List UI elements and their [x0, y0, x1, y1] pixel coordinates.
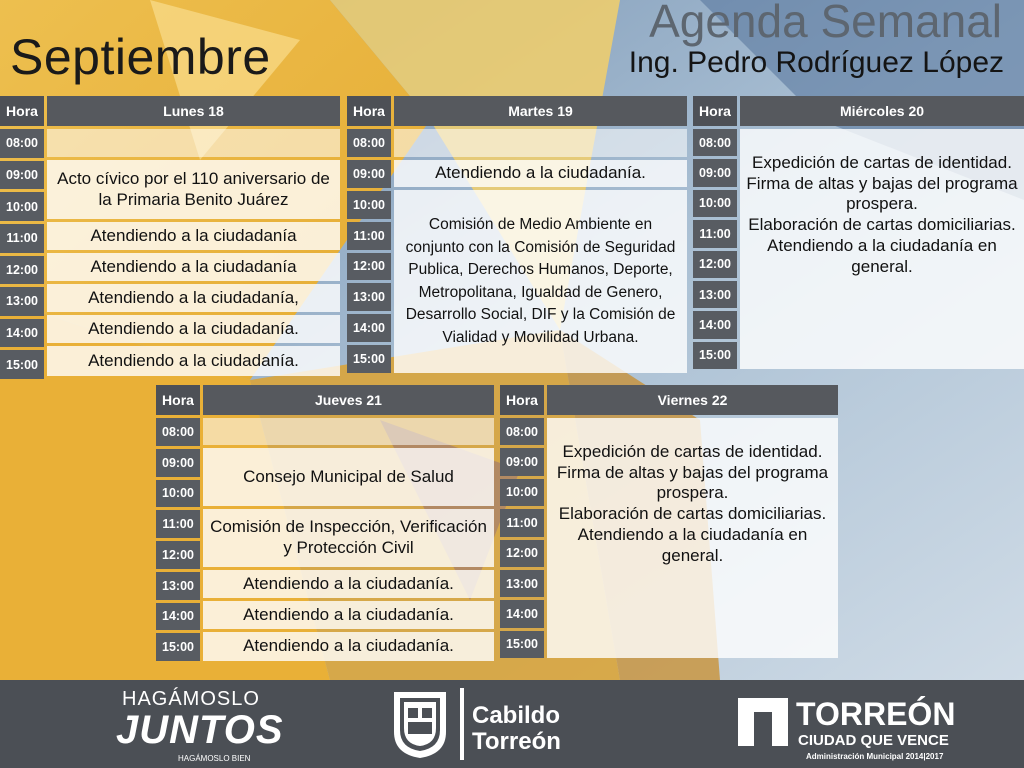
hour-header: Hora: [347, 96, 391, 126]
hour-header: Hora: [156, 385, 200, 415]
time-slot: 11:00: [0, 224, 44, 253]
time-slot: 10:00: [347, 191, 391, 219]
time-slot: 15:00: [347, 345, 391, 373]
event-column: [394, 126, 687, 373]
event-cell: [203, 418, 494, 445]
time-slot: 15:00: [500, 631, 544, 658]
time-slot: 09:00: [156, 449, 200, 477]
event-cell: Atendiendo a la ciudadanía.: [47, 346, 340, 376]
torreon-t-icon: [738, 698, 788, 746]
event-cell: Atendiendo a la ciudadanía.: [203, 570, 494, 598]
event-column: [740, 126, 1024, 369]
time-slot: 15:00: [693, 342, 737, 369]
day-table-monday: [0, 96, 340, 379]
event-cell: Comisión de Medio Ambiente en conjunto con la Comisión de Seguridad Publica, Derechos Humanos, Deporte, Metropolitana, Igualdad de Genero, Desarrollo Social, DIF y la Comisión de Vialidad y Movilidad Urbana.: [394, 190, 687, 373]
time-slot: 13:00: [156, 572, 200, 600]
time-slot: 14:00: [693, 311, 737, 338]
time-slot: 08:00: [500, 418, 544, 445]
time-slot: 14:00: [0, 319, 44, 348]
day-table-friday: [500, 385, 838, 658]
official-name: Ing. Pedro Rodríguez López: [628, 46, 1004, 79]
time-slot: 12:00: [0, 256, 44, 285]
time-slot: 14:00: [156, 603, 200, 631]
time-slot: 14:00: [500, 600, 544, 627]
day-header: Lunes 18: [47, 96, 340, 126]
administracion-text: Administración Municipal 2014|2017: [806, 752, 944, 761]
time-slot: 10:00: [500, 479, 544, 506]
time-slot: 11:00: [156, 510, 200, 538]
time-slot: 10:00: [0, 192, 44, 221]
hagamoslo-logo-top: HAGÁMOSLO: [122, 688, 260, 710]
time-slot: 08:00: [156, 418, 200, 446]
event-cell: [47, 129, 340, 157]
time-slot: 09:00: [693, 159, 737, 186]
time-slot: 13:00: [693, 281, 737, 308]
event-cell: Atendiendo a la ciudadanía.: [203, 601, 494, 629]
event-column: [203, 415, 494, 661]
municipal-seal-icon: [390, 688, 450, 760]
hour-header: Hora: [693, 96, 737, 126]
agenda-title: Agenda Semanal: [649, 0, 1002, 47]
month-title: Septiembre: [10, 29, 271, 85]
time-slot: 13:00: [347, 283, 391, 311]
time-column: [0, 126, 44, 379]
day-table-wednesday: [693, 96, 1024, 369]
event-cell: Atendiendo a la ciudadanía: [47, 253, 340, 281]
day-header: Jueves 21: [203, 385, 494, 415]
time-slot: 09:00: [347, 160, 391, 188]
event-cell: Comisión de Inspección, Verificación y Protección Civil: [203, 509, 494, 567]
time-slot: 11:00: [693, 220, 737, 247]
event-cell: Atendiendo a la ciudadanía.: [47, 315, 340, 343]
event-cell: Acto cívico por el 110 aniversario de la Primaria Benito Juárez: [47, 160, 340, 219]
event-cell: Atendiendo a la ciudadanía.: [394, 160, 687, 188]
time-slot: 14:00: [347, 314, 391, 342]
time-slot: 08:00: [693, 129, 737, 156]
time-slot: 12:00: [500, 540, 544, 567]
time-slot: 09:00: [0, 161, 44, 190]
time-slot: 08:00: [347, 129, 391, 157]
day-table-thursday: [156, 385, 494, 661]
time-column: [347, 126, 391, 373]
torreon-logo-text: TORREÓN: [796, 696, 956, 732]
ciudad-que-vence-text: CIUDAD QUE VENCE: [798, 732, 949, 749]
time-slot: 15:00: [156, 633, 200, 661]
time-slot: 12:00: [156, 541, 200, 569]
event-column: [547, 415, 838, 658]
time-slot: 08:00: [0, 129, 44, 158]
time-slot: 10:00: [156, 480, 200, 508]
torreon-text: Torreón: [472, 728, 561, 755]
time-slot: 12:00: [693, 251, 737, 278]
hour-header: Hora: [0, 96, 44, 126]
time-slot: 15:00: [0, 350, 44, 379]
event-cell: Atendiendo a la ciudadanía: [47, 222, 340, 250]
event-cell: Atendiendo a la ciudadanía,: [47, 284, 340, 312]
footer-bar: [0, 680, 1024, 768]
event-cell: Consejo Municipal de Salud: [203, 448, 494, 506]
time-column: [500, 415, 544, 658]
day-table-tuesday: [347, 96, 687, 373]
day-header: Miércoles 20: [740, 96, 1024, 126]
event-cell: Atendiendo a la ciudadanía.: [203, 632, 494, 661]
event-column: [47, 126, 340, 379]
hagamoslo-bien-text: HAGÁMOSLO BIEN: [178, 754, 251, 763]
day-header: Martes 19: [394, 96, 687, 126]
time-slot: 13:00: [500, 570, 544, 597]
cabildo-text: Cabildo: [472, 702, 560, 729]
hour-header: Hora: [500, 385, 544, 415]
time-slot: 09:00: [500, 448, 544, 475]
time-slot: 11:00: [347, 222, 391, 250]
event-cell: Expedición de cartas de identidad. Firma de altas y bajas del programa prospera. Elaboración de cartas domiciliarias. Atendiendo a la ciudadanía en general.: [740, 129, 1024, 369]
day-header: Viernes 22: [547, 385, 838, 415]
event-cell: [394, 129, 687, 157]
time-slot: 10:00: [693, 190, 737, 217]
time-slot: 13:00: [0, 287, 44, 316]
juntos-logo: JUNTOS: [116, 708, 284, 752]
time-slot: 11:00: [500, 509, 544, 536]
time-column: [156, 415, 200, 661]
event-cell: Expedición de cartas de identidad. Firma de altas y bajas del programa prospera. Elaboración de cartas domiciliarias. Atendiendo a la ciudadanía en general.: [547, 418, 838, 658]
time-slot: 12:00: [347, 253, 391, 281]
divider: [460, 688, 464, 760]
time-column: [693, 126, 737, 369]
